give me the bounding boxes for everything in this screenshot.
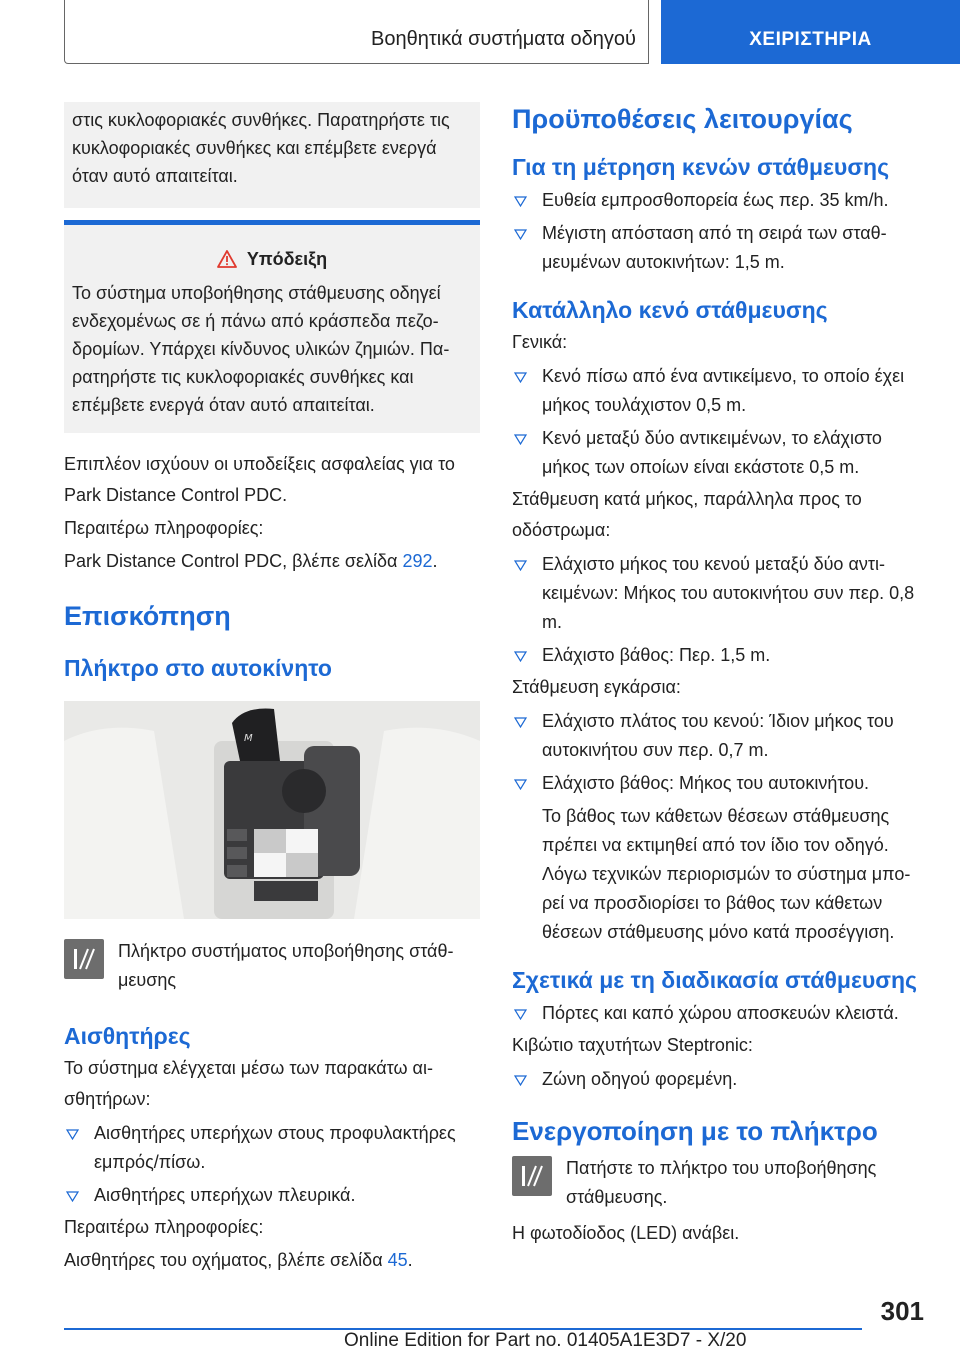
list-item: Ελάχιστο βάθος: Μήκος του αυτοκινήτου.	[512, 769, 922, 798]
list-item: Αισθητήρες υπερήχων πλευρικά.	[64, 1181, 480, 1210]
footer-edition: Online Edition for Part no. 01405A1E3D7 - X/20	[344, 1330, 747, 1351]
more-info-label: Περαιτέρω πληροφορίες:	[64, 518, 264, 538]
triangle-bullet-icon	[514, 372, 527, 383]
list-item: Ζώνη οδηγού φορεμένη.	[512, 1065, 922, 1094]
warning-continuation-box	[64, 102, 480, 208]
hint-body: Το σύστημα υποβοήθησης στάθμευσης οδηγεί ενδεχομένως σε ή πάνω από κράσπεδα πεζο-δρομίων. Υπάρχει κίνδυνος υλικών ζημιών. Πα-ρατηρήστε τις κυκλοφοριακές συνθήκες και επέμβετε ενεργά όταν αυτό απαιτείται.	[72, 283, 450, 415]
parallel-list	[512, 550, 922, 670]
overview-heading: Επισκόπηση	[64, 601, 231, 631]
page-number: 301	[880, 1296, 924, 1326]
page-link-292[interactable]: 292	[402, 551, 433, 571]
right-column	[512, 102, 922, 1249]
triangle-bullet-icon	[514, 196, 527, 207]
left-column	[64, 102, 480, 1276]
list-item: Πόρτες και καπό χώρου αποσκευών κλειστά.	[512, 999, 922, 1028]
triangle-bullet-icon	[514, 560, 527, 571]
perpendicular-list	[512, 707, 922, 798]
triangle-bullet-icon	[514, 717, 527, 728]
triangle-bullet-icon	[514, 779, 527, 790]
list-item: Ελάχιστο μήκος του κενού μεταξύ δύο αντι-κειμένων: Μήκος του αυτοκινήτου συν περ. 0,8 m.	[512, 550, 922, 637]
sensors-list	[64, 1119, 480, 1210]
parking-assistant-button-icon	[512, 1156, 552, 1196]
parking-icon-glyph	[64, 939, 104, 979]
button-in-car-heading: Πλήκτρο στο αυτοκίνητο	[64, 655, 332, 681]
gearbox-list	[512, 1065, 922, 1094]
suitable-gap-heading: Κατάλληλο κενό στάθμευσης	[512, 297, 828, 323]
parking-icon-glyph	[512, 1156, 552, 1196]
list-item: Ελάχιστο πλάτος του κενού: Ίδιον μήκος του αυτοκινήτου συν περ. 0,7 m.	[512, 707, 922, 765]
list-item: Αισθητήρες υπερήχων στους προφυλακτήρες εμπρός/πίσω.	[64, 1119, 480, 1177]
sensors-more-info-label: Περαιτέρω πληροφορίες:	[64, 1217, 264, 1237]
section-title: Βοηθητικά συστήματα οδηγού	[371, 28, 636, 50]
sensors-intro: Το σύστημα ελέγχεται μέσω των παρακάτω αι-σθητήρων:	[64, 1058, 433, 1109]
hint-heading	[72, 245, 472, 273]
perpendicular-parking-label: Στάθμευση εγκάρσια:	[512, 677, 681, 697]
triangle-bullet-icon	[514, 1075, 527, 1086]
parking-assistant-button-icon	[64, 939, 104, 979]
triangle-bullet-icon	[66, 1129, 79, 1140]
button-caption-text: Πλήκτρο συστήματος υποβοήθησης στάθ-μευσης	[118, 941, 454, 990]
page-link-45[interactable]: 45	[387, 1250, 408, 1270]
list-item: Ελάχιστο βάθος: Περ. 1,5 m.	[512, 641, 922, 670]
sensors-reference: Αισθητήρες του οχήματος, βλέπε σελίδα 45.	[64, 1250, 413, 1270]
gearbox-label: Κιβώτιο ταχυτήτων Steptronic:	[512, 1035, 753, 1055]
svg-text:M: M	[244, 733, 253, 744]
button-caption	[64, 937, 480, 995]
activate-heading: Ενεργοποίηση με το πλήκτρο	[512, 1116, 878, 1146]
parallel-parking-label: Στάθμευση κατά μήκος, παράλληλα προς το οδόστρωμα:	[512, 489, 862, 540]
list-item: Κενό πίσω από ένα αντικείμενο, το οποίο έχει μήκος τουλάχιστον 0,5 m.	[512, 362, 922, 420]
warning-continuation-text: στις κυκλοφοριακές συνθήκες. Παρατηρήστε τις κυκλοφοριακές συνθήκες και επέμβετε ενεργά όταν αυτό απαιτείται.	[72, 110, 450, 186]
list-item: Κενό μεταξύ δύο αντικειμένων, το ελάχιστο μήκος των οποίων είναι εκάστοτε 0,5 m.	[512, 424, 922, 482]
procedure-list	[512, 999, 922, 1028]
triangle-bullet-icon	[514, 229, 527, 240]
pdc-reference-text: Park Distance Control PDC, βλέπε σελίδα	[64, 551, 403, 571]
led-note: Η φωτοδίοδος (LED) ανάβει.	[512, 1223, 740, 1243]
page-header	[64, 0, 960, 64]
center-console-photo	[64, 701, 480, 919]
chapter-tab[interactable]	[661, 0, 960, 64]
list-item: Ευθεία εμπροσθοπορεία έως περ. 35 km/h.	[512, 186, 922, 215]
triangle-bullet-icon	[514, 1009, 527, 1020]
triangle-bullet-icon	[514, 434, 527, 445]
activate-caption	[512, 1154, 922, 1212]
section-tab	[64, 0, 649, 64]
center-console-image	[64, 701, 480, 919]
warning-triangle-icon	[217, 249, 237, 269]
perpendicular-note: Το βάθος των κάθετων θέσεων στάθμευσης πρέπει να εκτιμηθεί από τον ίδιο τον οδηγό. Λόγω τεχνικών περιορισμών το σύστημα μπο-ρεί να προσδιορίσει το βάθος των κάθετων θέσεων στάθμευσης μόνο κατά προσέγγιση.	[542, 806, 911, 942]
pdc-safety-note: Επιπλέον ισχύουν οι υποδείξεις ασφαλείας για το Park Distance Control PDC.	[64, 454, 455, 505]
chapter-title: ΧΕΙΡΙΣΤΗΡΙΑ	[749, 29, 872, 50]
triangle-bullet-icon	[514, 651, 527, 662]
general-label: Γενικά:	[512, 332, 568, 352]
sensors-heading: Αισθητήρες	[64, 1023, 191, 1049]
general-list	[512, 362, 922, 482]
measurement-list	[512, 186, 922, 277]
prerequisites-heading: Προϋποθέσεις λειτουργίας	[512, 104, 853, 134]
activate-caption-text: Πατήστε το πλήκτρο του υποβοήθησης στάθμευσης.	[566, 1158, 877, 1207]
triangle-bullet-icon	[66, 1191, 79, 1202]
gap-measurement-heading: Για τη μέτρηση κενών στάθμευσης	[512, 154, 890, 180]
hint-title: Υπόδειξη	[246, 249, 328, 269]
pdc-reference: Park Distance Control PDC, βλέπε σελίδα 292.	[64, 551, 438, 571]
hint-box	[64, 225, 480, 433]
list-item: Μέγιστη απόσταση από τη σειρά των σταθ-μευμένων αυτοκινήτων: 1,5 m.	[512, 219, 922, 277]
procedure-heading: Σχετικά με τη διαδικασία στάθμευσης	[512, 967, 918, 993]
